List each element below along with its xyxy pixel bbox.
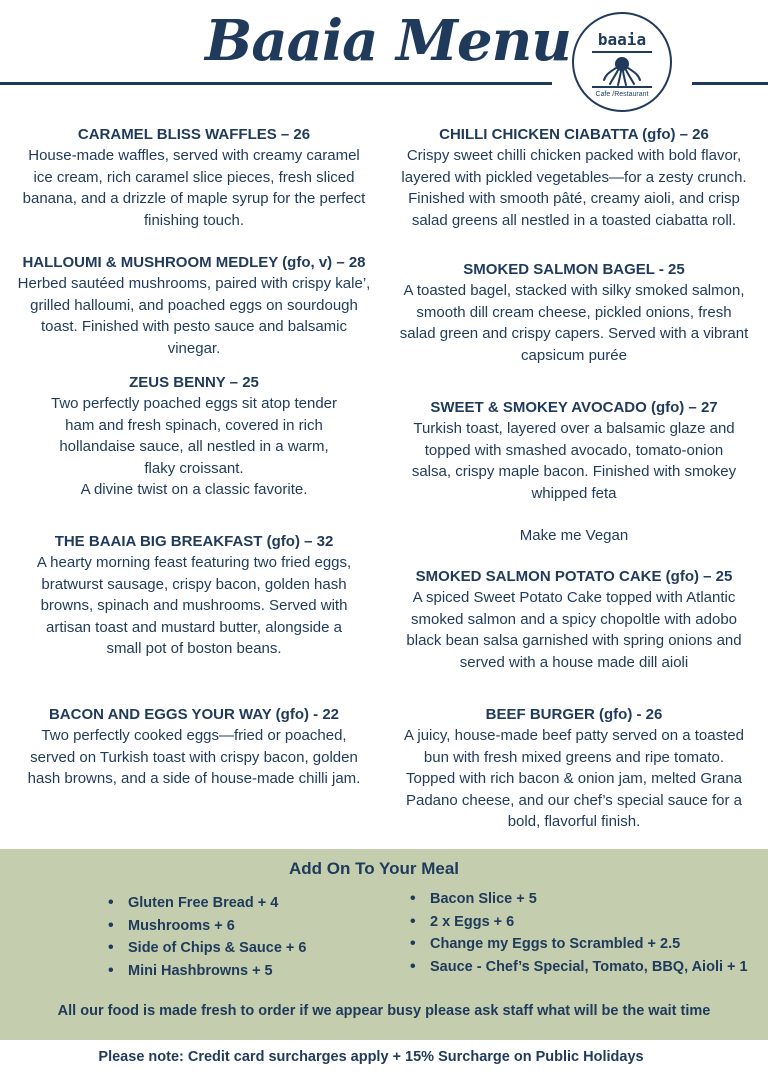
description-line: salad green and crispy capers. Served with a vibrant (399, 325, 749, 342)
menu-item-title: CARAMEL BLISS WAFFLES – 26 (77, 126, 311, 143)
menu-item-title: CHILLI CHICKEN CIABATTA (gfo) – 26 (439, 126, 709, 143)
menu-item-title: HALLOUMI & MUSHROOM MEDLEY (gfo, v) – 28 (22, 254, 366, 271)
description-line: Crispy sweet chilli chicken packed with bold flavor, (406, 147, 742, 164)
baaia-logo (572, 12, 672, 112)
menu-item-description (8, 145, 380, 231)
description-line: banana, and a drizzle of maple syrup for the perfect (22, 190, 366, 207)
description-line: Topped with rich bacon & onion jam, melted Grana (405, 770, 743, 787)
description-line: A hearty morning feast featuring two fried eggs, (36, 554, 352, 571)
description-line: bold, flavorful finish. (507, 813, 641, 830)
list-item: • Sauce - Chef’s Special, Tomato, BBQ, Aioli + 1 (410, 956, 748, 979)
logo-rule-bottom (592, 86, 652, 88)
description-line: Two perfectly cooked eggs—fried or poached, (41, 727, 347, 744)
list-item: • Mushrooms + 6 (108, 915, 306, 938)
description-line: smoked salmon and a spicy chopoltle with adobo (410, 610, 738, 628)
description-line: served with a house made dill aioli (459, 653, 689, 671)
description-line: Two perfectly poached eggs sit atop tender (50, 395, 337, 412)
menu-item (388, 125, 760, 231)
menu-item-description (8, 725, 380, 790)
description-line: A toasted bagel, stacked with silky smoked salmon, (403, 282, 745, 299)
menu-header (0, 0, 768, 100)
menu-item-description (388, 587, 760, 673)
description-line: grilled halloumi, and poached eggs on sourdough (30, 296, 358, 314)
add-ons-list-left (108, 892, 306, 982)
menu-item-title: SMOKED SALMON POTATO CAKE (gfo) – 25 (415, 568, 733, 585)
description-line: browns, spinach and mushrooms. Served with (40, 597, 348, 614)
menu-item-title: THE BAAIA BIG BREAKFAST (gfo) – 32 (54, 533, 334, 550)
logo-name: baaia (597, 30, 647, 49)
description-line: A divine twist on a classic favorite. (80, 481, 308, 498)
description-line: Herbed sautéed mushrooms, paired with crispy kale’, (17, 275, 371, 292)
description-line: finishing touch. (143, 211, 245, 229)
menu-item (388, 567, 760, 673)
description-line: smooth dill cream cheese, pickled onions, fresh (416, 303, 732, 321)
description-line: artisan toast and mustard butter, alongside a (45, 618, 342, 636)
list-item: • Mini Hashbrowns + 5 (108, 960, 306, 983)
menu-item (8, 532, 380, 660)
menu-item-title: ZEUS BENNY – 25 (129, 374, 259, 391)
menu-item-description (8, 552, 380, 660)
menu-item-description (388, 418, 760, 504)
menu-item-description (388, 725, 760, 833)
menu-item (8, 373, 380, 501)
description-line: capsicum purée (521, 346, 627, 364)
description-line: served on Turkish toast with crispy bacon, golden (30, 748, 358, 766)
description-line: topped with smashed avocado, tomato-onion (424, 441, 724, 459)
logo-subtitle: Cafe /Restaurant (595, 91, 649, 98)
description-line: bun with fresh mixed greens and ripe tomato. (423, 748, 725, 766)
menu-item-description (8, 273, 380, 359)
description-line: A spiced Sweet Potato Cake topped with Atlantic (412, 589, 736, 606)
menu-item-title: BEEF BURGER (gfo) - 26 (485, 706, 663, 723)
list-item: • Gluten Free Bread + 4 (108, 892, 306, 915)
menu-item-description (388, 145, 760, 231)
menu-item (388, 705, 760, 833)
description-line: salsa, crispy maple bacon. Finished with smokey (411, 463, 737, 480)
list-item: • Bacon Slice + 5 (410, 888, 748, 911)
description-line: House-made waffles, served with creamy caramel (28, 147, 360, 164)
logo-rule-top (592, 51, 652, 53)
menu-item-description (8, 393, 380, 501)
description-line: ham and fresh spinach, covered in rich (65, 416, 323, 434)
description-line: Finished with smooth pâté, creamy aioli, and crisp (408, 190, 740, 207)
description-line: ice cream, rich caramel slice pieces, fresh sliced (33, 168, 355, 186)
description-line: A juicy, house-made beef patty served on a toasted (404, 727, 744, 744)
description-line: hash browns, and a side of house-made chilli jam. (27, 770, 361, 787)
description-line: hollandaise sauce, all nestled in a warm, (59, 438, 329, 455)
description-line: vinegar. (167, 339, 221, 357)
description-line: black bean salsa garnished with spring onions and (406, 632, 742, 649)
description-line: flaky croissant. (144, 459, 244, 477)
menu-item-title: SWEET & SMOKEY AVOCADO (gfo) – 27 (430, 399, 718, 416)
description-line: layered with pickled vegetables—for a zesty crunch. (401, 168, 747, 186)
description-line: small pot of boston beans. (106, 640, 282, 657)
header-divider-left (0, 82, 552, 85)
description-line: Turkish toast, layered over a balsamic glaze and (413, 420, 735, 437)
description-line: whipped feta (531, 484, 617, 502)
surcharge-note: Please note: Credit card surcharges apply + 15% Surcharge on Public Holidays (98, 1049, 644, 1065)
list-item: • Side of Chips & Sauce + 6 (108, 937, 306, 960)
add-ons-title: Add On To Your Meal (289, 859, 459, 878)
description-line: bratwurst sausage, crispy bacon, golden hash (41, 575, 347, 593)
vegan-option-note: Make me Vegan (519, 527, 629, 544)
list-item: • 2 x Eggs + 6 (410, 911, 748, 934)
menu-item (8, 705, 380, 790)
header-divider-right (692, 82, 768, 85)
menu-item (8, 253, 380, 359)
menu-item (8, 125, 380, 231)
octopus-icon (602, 54, 642, 86)
menu-item-title: SMOKED SALMON BAGEL - 25 (463, 261, 685, 278)
menu-item (388, 260, 760, 366)
menu-item-title: BACON AND EGGS YOUR WAY (gfo) - 22 (48, 706, 340, 723)
description-line: toast. Finished with pesto sauce and balsamic (41, 318, 347, 335)
add-ons-list-right (410, 888, 748, 978)
menu-item (388, 398, 760, 504)
list-item: • Change my Eggs to Scrambled + 2.5 (410, 933, 748, 956)
description-line: Padano cheese, and our chef’s special sauce for a (405, 791, 743, 809)
description-line: salad greens all nestled in a toasted ciabatta roll. (411, 211, 737, 229)
add-ons-panel (0, 849, 768, 1040)
menu-item-description (388, 280, 760, 366)
menu-title: Baaia Menu (205, 8, 572, 74)
made-fresh-note: All our food is made fresh to order if we appear busy please ask staff what will be the wait time (57, 1003, 711, 1019)
